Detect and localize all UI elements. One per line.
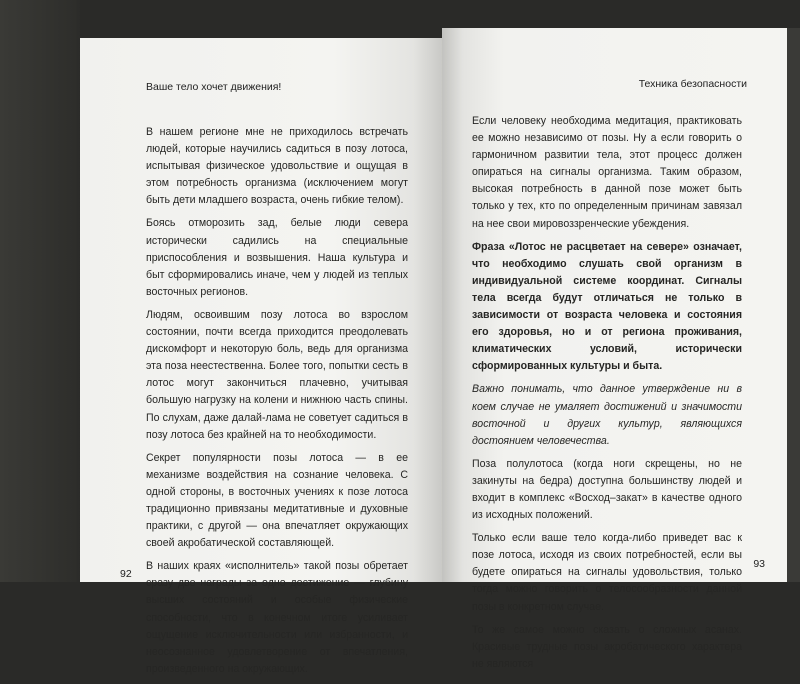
left-paragraph-2: Боясь отморозить зад, белые люди севера исторически садились на специальные приспособления и возвышения. Наша культура и быт сформировались иначе, чем у людей из теплых восточных регионов. xyxy=(146,217,408,298)
right-paragraph-italic: Важно понимать, что данное утверждение ни в коем случае не умаляет достижений и значимости восточной и других культур, являющихся достоянием человечества. xyxy=(472,383,742,447)
right-page-number: 93 xyxy=(753,558,765,570)
left-page xyxy=(80,38,442,675)
right-paragraph-1: Если человеку необходима медитация, практиковать ее можно независимо от позы. Ну а если говорить о гармоничном развитии тела, этот процесс должен опираться на сигналы организма. Таким образом, высокая потребность в данной позе может быть только у тех, кто по определенным причинам завязал на нее свои мировоззренческие убеждения. xyxy=(472,115,742,230)
right-paragraph-5: Только если ваше тело когда-либо приведет вас к позе лотоса, исходя из своих потребностей, если вы будете опираться на сигналы удовольствия, только тогда можно говорить о телосообразности данной позы в конкретном случае. xyxy=(472,532,742,613)
left-running-head: Ваше тело хочет движения! xyxy=(146,81,282,93)
right-page xyxy=(442,28,787,670)
left-paragraph-5: В наших краях «исполнитель» такой позы обретает сразу две награды за одно достижение — глубину высших состояний и особые физические способности, что в конечном итоге усиливает ощущение исключительности или избранности, и неосознанное удовлетворение от впечатления, произведенного на окружающих. xyxy=(146,560,408,675)
right-paragraph-4: Поза полулотоса (когда ноги скрещены, но не закинуты на бедра) доступна большинству людей и входит в комплекс «Восход–закат» в качестве одного из исходных положений. xyxy=(472,457,742,522)
right-paragraph-bold: Фраза «Лотос не расцветает на севере» означает, что необходимо слушать свой организм в индивидуальной системе координат. Сигналы тела всегда будут отличаться не только в зависимости от возраста человека и состояния его здоровья, но и от региона проживания, климатических условий, исторически сформированных культуры и быта. xyxy=(472,240,742,373)
background-edge xyxy=(787,28,800,582)
left-body-text xyxy=(146,124,408,684)
left-paragraph-1: В нашем регионе мне не приходилось встречать людей, которые научились садиться в позу лотоса, испытывая физическое удовольствие и ощущая в этом потребность организма (исключением могут быть дети младшего возраста, очень гибкие телом). xyxy=(146,126,408,207)
left-paragraph-4: Секрет популярности позы лотоса — в ее механизме воздействия на сознание человека. С одной стороны, в восточных учениях к позе лотоса традиционно привязаны медитативные и духовные практики, с другой — она впечатляет окружающих своей акробатической составляющей. xyxy=(146,451,408,550)
right-paragraph-6: То же самое можно сказать о сложных асанах. Красивые трудные позы акробатического характера не являются xyxy=(472,623,742,670)
right-body-text xyxy=(472,113,742,679)
left-paragraph-3: Людям, освоившим позу лотоса во взрослом состоянии, почти всегда приходится преодолевать дискомфорт и некоторую боль, ведь для организма эта поза неестественна. Более того, попытки сесть в лотос могут закончиться плачевно, учитывая большую нагрузку на колени и нижнюю часть спины. По слухам, даже далай-лама не советует садиться в позу лотоса без крайней на то необходимости. xyxy=(146,308,408,441)
left-page-number: 92 xyxy=(120,568,132,580)
right-running-head: Техника безопасности xyxy=(638,78,747,90)
